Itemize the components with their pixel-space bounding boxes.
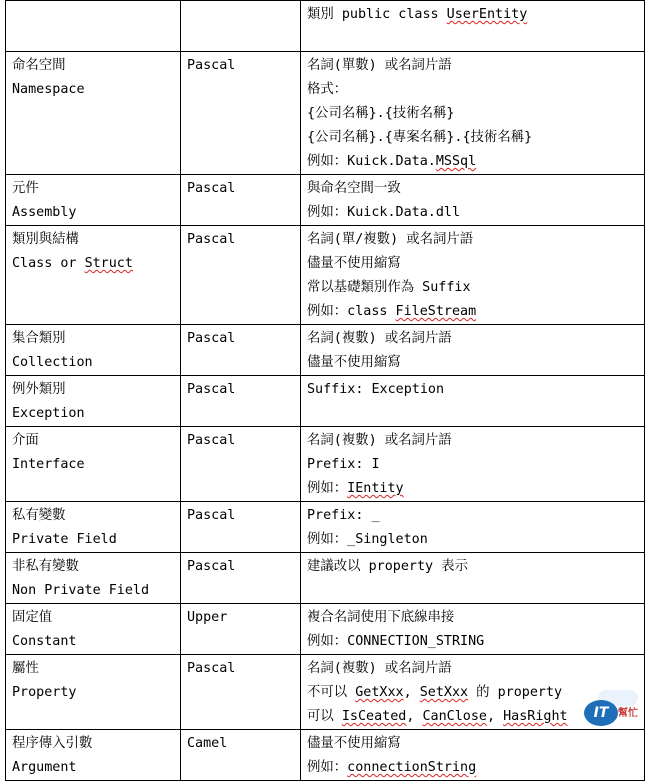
casing-cell <box>181 52 301 175</box>
type-name-en: Private Field <box>12 532 117 547</box>
casing-cell <box>181 553 301 604</box>
type-name-cell <box>6 553 181 604</box>
type-name-en: Constant <box>12 634 77 649</box>
rule-text: 例如： <box>307 481 348 496</box>
table-row <box>6 502 645 553</box>
casing-style: Pascal <box>187 661 236 676</box>
casing-cell <box>181 226 301 325</box>
casing-style: Upper <box>187 610 228 625</box>
table-row <box>6 604 645 655</box>
rule-text: 例如：class <box>307 304 396 319</box>
rule-text-flagged: CanClose <box>422 709 487 724</box>
casing-cell <box>181 325 301 376</box>
type-name-zh: 元件 <box>12 181 39 196</box>
type-name-cell <box>6 427 181 502</box>
rule-text: 例如：Kuick.Data. <box>307 154 436 169</box>
type-name-en: Argument <box>12 760 77 775</box>
rule-text: 名詞(單數) 或名詞片語 <box>307 58 452 73</box>
rule-text: 常以基礎類別作為 Suffix <box>307 280 471 295</box>
type-name-en: Assembly <box>12 205 77 220</box>
type-name-zh: 命名空間 <box>12 58 66 73</box>
table-row <box>6 226 645 325</box>
rule-text: 名詞(單/複數) 或名詞片語 <box>307 232 474 247</box>
rule-cell <box>301 325 645 376</box>
rule-line <box>307 732 638 756</box>
rule-line <box>307 630 638 654</box>
rule-line <box>307 477 638 501</box>
table-body <box>6 1 645 781</box>
casing-cell <box>181 502 301 553</box>
rule-line <box>307 579 638 603</box>
type-name-cell <box>6 52 181 175</box>
rule-cell <box>301 52 645 175</box>
type-name-zh: 類別與結構 <box>12 232 79 247</box>
casing-cell <box>181 1 301 52</box>
rule-text: Suffix: Exception <box>307 382 445 397</box>
rule-text: 的 property <box>468 685 563 700</box>
rule-cell <box>301 604 645 655</box>
rule-line <box>307 252 638 276</box>
type-name-cell <box>6 1 181 52</box>
casing-cell <box>181 175 301 226</box>
rule-line <box>307 657 638 681</box>
rule-line <box>307 606 638 630</box>
type-name-en: Collection <box>12 355 93 370</box>
rule-text: 格式： <box>307 82 348 97</box>
type-name-cell <box>6 604 181 655</box>
type-name-en: Interface <box>12 457 85 472</box>
table-row <box>6 325 645 376</box>
type-name-en: Namespace <box>12 82 85 97</box>
rule-text: 例如：CONNECTION_STRING <box>307 634 485 649</box>
table-row <box>6 52 645 175</box>
type-name-zh: 例外類別 <box>12 382 66 397</box>
rule-text: 儘量不使用縮寫 <box>307 355 401 370</box>
rule-line <box>307 150 638 174</box>
casing-style <box>187 3 294 27</box>
type-name-cell <box>6 325 181 376</box>
rule-text: 名詞(複數) 或名詞片語 <box>307 661 452 676</box>
rule-line <box>307 351 638 375</box>
rule-text: Prefix: I <box>307 457 380 472</box>
rule-line <box>307 429 638 453</box>
logo-mark: IT <box>584 700 618 726</box>
rule-text-flagged: SetXxx <box>419 685 469 700</box>
type-name-en: Non Private Field <box>12 583 150 598</box>
type-name-zh: 介面 <box>12 433 39 448</box>
rule-text-flagged: FileStream <box>395 304 477 319</box>
rule-line <box>307 402 638 426</box>
rule-text: 例如： <box>307 760 348 775</box>
rule-line <box>307 327 638 351</box>
type-name-zh <box>12 3 174 27</box>
type-name-cell <box>6 226 181 325</box>
rule-line <box>307 228 638 252</box>
rule-line <box>307 126 638 150</box>
rule-cell <box>301 376 645 427</box>
rule-line <box>307 378 638 402</box>
logo-text: 幫忙 <box>618 708 638 719</box>
rule-text: Prefix: _ <box>307 508 380 523</box>
rule-text: 例如：Kuick.Data.dll <box>307 205 461 220</box>
rule-line <box>307 756 638 780</box>
casing-style: Pascal <box>187 58 236 73</box>
rule-text: 名詞(複數) 或名詞片語 <box>307 331 452 346</box>
type-name-zh: 非私有變數 <box>12 559 79 574</box>
casing-style: Pascal <box>187 382 236 397</box>
rule-text-flagged: GetXxx <box>355 685 404 700</box>
rule-text: {公司名稱}.{技術名稱} <box>307 106 455 121</box>
casing-style: Pascal <box>187 181 236 196</box>
rule-text: 建議改以 property 表示 <box>307 559 468 574</box>
rule-text: 與命名空間一致 <box>307 181 401 196</box>
type-name-cell <box>6 376 181 427</box>
table-row <box>6 1 645 52</box>
casing-style: Pascal <box>187 232 236 247</box>
rule-line <box>307 102 638 126</box>
type-name-en: Property <box>12 685 77 700</box>
casing-style: Pascal <box>187 433 236 448</box>
rule-line <box>307 78 638 102</box>
table-row <box>6 427 645 502</box>
casing-cell <box>181 655 301 730</box>
rule-text: , <box>486 709 504 724</box>
type-name-en: Class or Struct <box>12 256 133 271</box>
type-name-cell <box>6 502 181 553</box>
spellcheck-flagged-word: Struct <box>84 256 133 271</box>
type-name-cell <box>6 175 181 226</box>
rule-line <box>307 555 638 579</box>
rule-cell <box>301 553 645 604</box>
casing-style: Pascal <box>187 559 236 574</box>
type-name-zh: 固定值 <box>12 610 53 625</box>
rule-line <box>307 201 638 225</box>
type-name-en: Exception <box>12 406 85 421</box>
rule-text-flagged: IsCeated <box>341 709 407 724</box>
casing-style: Camel <box>187 736 228 751</box>
rule-text-flagged: MSSql <box>435 154 477 169</box>
rule-text: 儘量不使用縮寫 <box>307 256 401 271</box>
rule-text-flagged: HasRight <box>503 709 568 724</box>
type-name-en <box>12 27 174 51</box>
rule-text: 名詞(複數) 或名詞片語 <box>307 433 452 448</box>
type-name-cell <box>6 655 181 730</box>
rule-text: 類別 public class <box>307 7 447 22</box>
rule-text-flagged: IEntity <box>347 481 404 496</box>
rule-text: , <box>403 685 420 700</box>
rule-cell <box>301 502 645 553</box>
casing-style: Pascal <box>187 331 236 346</box>
table-row <box>6 553 645 604</box>
type-name-zh: 集合類別 <box>12 331 66 346</box>
rule-text: {公司名稱}.{專案名稱}.{技術名稱} <box>307 130 533 145</box>
rule-text: 不可以 <box>307 685 356 700</box>
type-name-zh: 程序傳入引數 <box>12 736 93 751</box>
rule-text: 例如：_Singleton <box>307 532 428 547</box>
rule-line <box>307 54 638 78</box>
casing-cell <box>181 376 301 427</box>
ithome-logo <box>580 690 650 730</box>
rule-text: 可以 <box>307 709 342 724</box>
table-row <box>6 376 645 427</box>
rule-line <box>307 504 638 528</box>
rule-line <box>307 453 638 477</box>
rule-line <box>307 276 638 300</box>
naming-convention-table <box>5 0 645 781</box>
rule-line <box>307 3 638 27</box>
rule-cell <box>301 427 645 502</box>
rule-text: 複合名詞使用下底線串接 <box>307 610 455 625</box>
rule-cell <box>301 1 645 52</box>
type-name-cell <box>6 730 181 781</box>
table-row <box>6 730 645 781</box>
rule-text: 儘量不使用縮寫 <box>307 736 401 751</box>
table-row <box>6 655 645 730</box>
rule-cell <box>301 730 645 781</box>
type-name-zh: 私有變數 <box>12 508 66 523</box>
casing-cell <box>181 427 301 502</box>
rule-text-flagged: UserEntity <box>446 7 528 22</box>
rule-line <box>307 528 638 552</box>
rule-text: , <box>406 709 423 724</box>
casing-style: Pascal <box>187 508 236 523</box>
rule-cell <box>301 175 645 226</box>
type-name-zh: 屬性 <box>12 661 39 676</box>
rule-line <box>307 177 638 201</box>
rule-line <box>307 300 638 324</box>
casing-cell <box>181 730 301 781</box>
casing-cell <box>181 604 301 655</box>
table-row <box>6 175 645 226</box>
rule-text-flagged: connectionString <box>347 760 477 775</box>
rule-cell <box>301 226 645 325</box>
